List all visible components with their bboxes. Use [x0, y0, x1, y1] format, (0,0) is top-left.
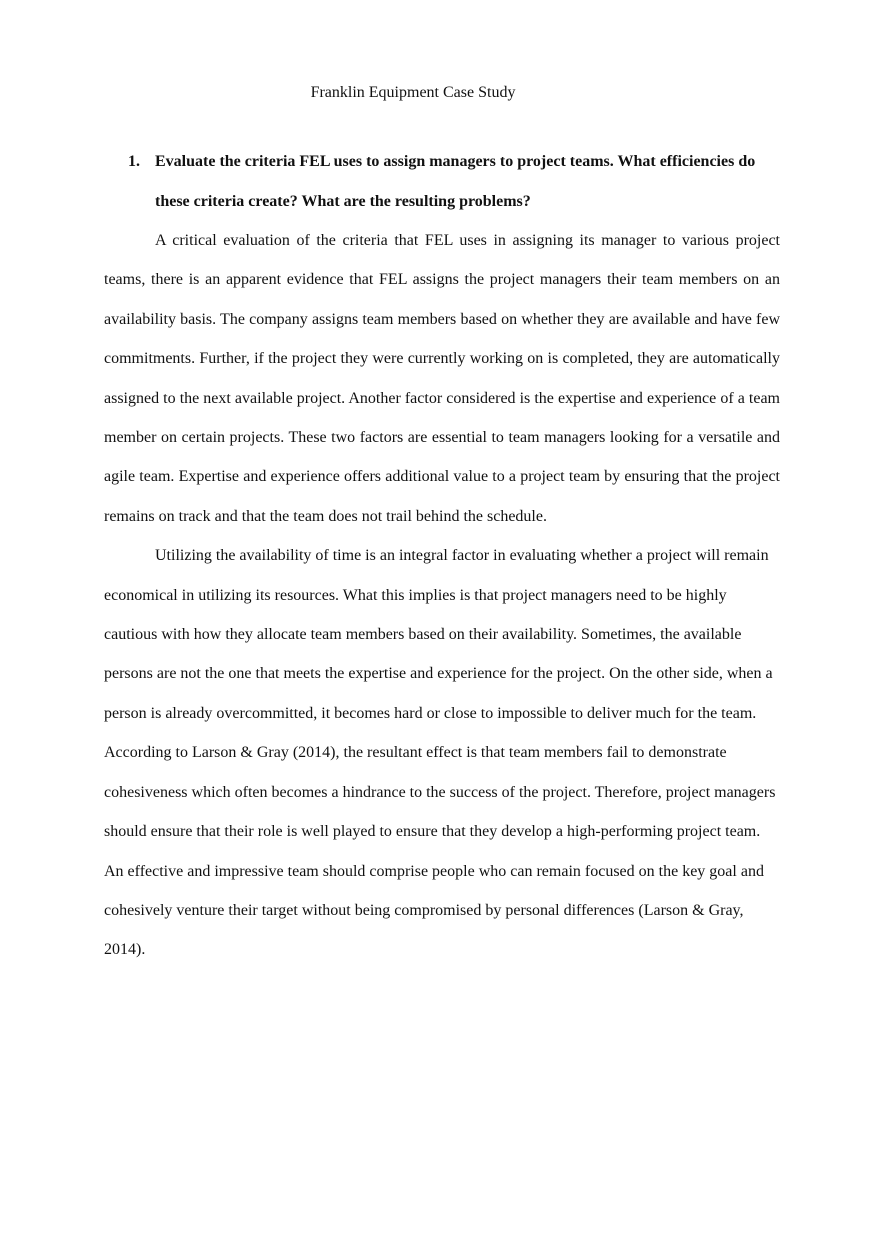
- paragraph-2: Utilizing the availability of time is an integral factor in evaluating whether a project will remain economical in utilizing its resources. What this implies is that project managers need to be highly cautious with how they allocate team members based on their availability. Sometimes, the available persons are not the one that meets the expertise and experience for the project. On the other side, when a person is already overcommitted, it becomes hard or close to impossible to deliver much for the team. According to Larson & Gray (2014), the resultant effect is that team members fail to demonstrate cohesiveness which often becomes a hindrance to the success of the project. Therefore, project managers should ensure that their role is well played to ensure that they develop a high-performing project team. An effective and impressive team should comprise people who can remain focused on the key goal and cohesively venture their target without being compromised by personal differences (Larson & Gray, 2014).: [104, 547, 776, 959]
- document-body: [104, 221, 780, 970]
- question-number: 1.: [128, 153, 140, 170]
- paragraph-1: A critical evaluation of the criteria that FEL uses in assigning its manager to various project teams, there is an apparent evidence that FEL assigns the project managers their team members on an availability basis. The company assigns team members based on whether they are available and have few commitments. Further, if the project they were currently working on is completed, they are automatically assigned to the next available project. Another factor considered is the expertise and experience of a team member on certain projects. These two factors are essential to team managers looking for a versatile and agile team. Expertise and experience offers additional value to a project team by ensuring that the project remains on track and that the team does not trail behind the schedule.: [104, 232, 780, 525]
- question-heading: [128, 142, 768, 221]
- question-text: Evaluate the criteria FEL uses to assign managers to project teams. What efficiencies do these criteria create? What are the resulting problems?: [155, 153, 756, 210]
- document-title: Franklin Equipment Case Study: [310, 84, 516, 101]
